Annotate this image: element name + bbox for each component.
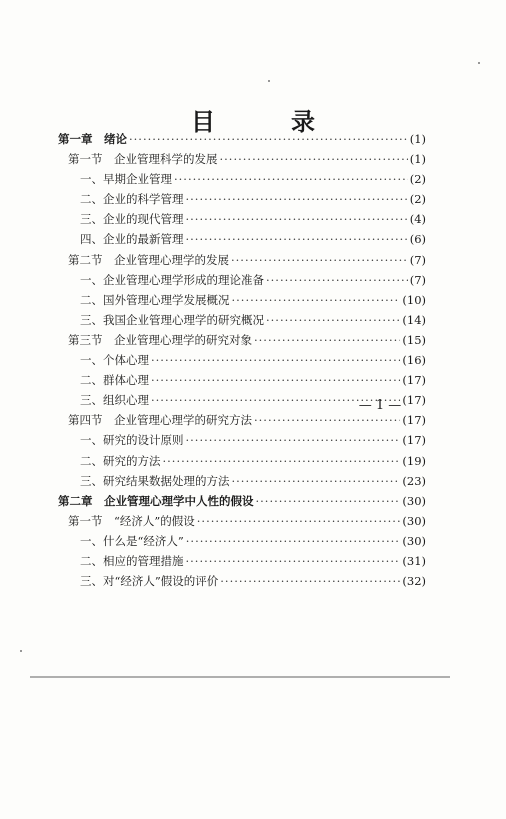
toc-entry — [58, 493, 426, 513]
toc-entry-title: 第三节 企业管理心理学的研究对象 — [68, 332, 252, 347]
toc-entry-title: 二、群体心理 — [80, 373, 149, 388]
toc-entry — [58, 553, 426, 573]
scan-speck — [268, 80, 270, 82]
toc-entry-page: (17) — [402, 413, 426, 428]
dot-leader — [186, 232, 408, 246]
toc-entry-page: (17) — [402, 433, 426, 448]
toc-entry — [58, 191, 426, 211]
toc-entry-page: (2) — [409, 172, 426, 187]
toc-entry-title: 二、国外管理心理学发展概况 — [80, 292, 230, 307]
dot-leader — [174, 172, 408, 186]
toc-entry-page: (30) — [402, 533, 426, 548]
dot-leader — [151, 353, 400, 367]
toc-entry — [58, 412, 426, 432]
toc-entry — [58, 332, 426, 352]
toc-entry-page: (32) — [402, 574, 426, 589]
dot-leader — [197, 514, 401, 528]
toc-entry-page: (30) — [402, 513, 426, 528]
toc-entry-page: (7) — [409, 272, 426, 287]
table-of-contents — [58, 131, 426, 593]
dot-leader — [266, 273, 408, 287]
scan-speck — [20, 650, 22, 652]
toc-entry-page: (16) — [402, 353, 426, 368]
toc-entry-page: (4) — [409, 212, 426, 227]
toc-entry-page: (1) — [409, 132, 426, 146]
toc-entry-page: (17) — [402, 393, 426, 408]
toc-entry-page: (1) — [409, 152, 426, 167]
dot-leader — [220, 152, 408, 166]
toc-entry-page: (14) — [402, 312, 426, 327]
dot-leader — [186, 212, 408, 226]
scan-speck — [478, 62, 480, 64]
toc-entry — [58, 432, 426, 452]
dot-leader — [186, 554, 401, 568]
toc-entry-title: 三、对“经济人”假设的评价 — [80, 574, 219, 589]
toc-entry-title: 一、研究的设计原则 — [80, 433, 184, 448]
page-title: 目 录 — [191, 107, 341, 137]
toc-entry-page: (23) — [402, 473, 426, 488]
toc-entry-title: 四、企业的最新管理 — [80, 232, 184, 247]
toc-entry-title: 二、企业的科学管理 — [80, 192, 184, 207]
toc-entry — [58, 573, 426, 593]
toc-entry-page: (6) — [409, 232, 426, 247]
toc-entry-title: 三、组织心理 — [80, 393, 149, 408]
toc-entry — [58, 151, 426, 171]
dot-leader — [231, 253, 408, 267]
dot-leader — [151, 373, 400, 387]
toc-entry — [58, 533, 426, 553]
dot-leader — [129, 132, 408, 146]
toc-entry-page: (31) — [402, 553, 426, 568]
toc-entry — [58, 352, 426, 372]
toc-entry-title: 二、相应的管理措施 — [80, 553, 184, 568]
toc-entry — [58, 231, 426, 251]
toc-entry-title: 第二章 企业管理心理学中人性的假设 — [58, 493, 254, 508]
toc-entry-page: (7) — [409, 252, 426, 267]
dot-leader — [220, 574, 400, 588]
scan-edge-line — [30, 676, 450, 678]
toc-entry — [58, 453, 426, 473]
toc-entry — [58, 473, 426, 493]
toc-entry-title: 一、什么是“经济人” — [80, 533, 184, 548]
toc-entry-title: 第一节 企业管理科学的发展 — [68, 152, 218, 167]
toc-entry-title: 三、企业的现代管理 — [80, 212, 184, 227]
toc-entry-title: 一、早期企业管理 — [80, 172, 172, 187]
toc-entry-page: (17) — [402, 373, 426, 388]
toc-entry-title: 第四节 企业管理心理学的研究方法 — [68, 413, 252, 428]
toc-entry-title: 三、研究结果数据处理的方法 — [80, 473, 230, 488]
toc-entry-page: (10) — [402, 292, 426, 307]
dot-leader — [186, 433, 401, 447]
toc-entry — [58, 372, 426, 392]
toc-entry-page: (19) — [402, 453, 426, 468]
toc-entry-title: 二、研究的方法 — [80, 453, 161, 468]
toc-entry-title: 一、个体心理 — [80, 353, 149, 368]
toc-entry — [58, 171, 426, 191]
toc-entry — [58, 513, 426, 533]
toc-entry-title: 第一节 “经济人”的假设 — [68, 513, 195, 528]
toc-entry — [58, 292, 426, 312]
toc-entry-page: (2) — [409, 192, 426, 207]
dot-leader — [186, 534, 401, 548]
toc-entry-page: (30) — [402, 493, 426, 508]
dot-leader — [186, 192, 408, 206]
toc-entry-page: (15) — [402, 332, 426, 347]
toc-entry-title: 一、企业管理心理学形成的理论准备 — [80, 272, 264, 287]
dot-leader — [256, 494, 401, 508]
toc-entry — [58, 312, 426, 332]
toc-entry — [58, 131, 426, 151]
dot-leader — [254, 413, 400, 427]
toc-entry — [58, 272, 426, 292]
dot-leader — [266, 313, 400, 327]
dot-leader — [232, 293, 401, 307]
dot-leader — [163, 454, 401, 468]
toc-entry — [58, 211, 426, 231]
dot-leader — [232, 474, 401, 488]
page-number: — 1 — — [358, 398, 402, 413]
toc-entry-title: 第二节 企业管理心理学的发展 — [68, 252, 229, 267]
toc-entry-title: 第一章 绪论 — [58, 132, 127, 146]
toc-entry — [58, 252, 426, 272]
toc-entry-title: 三、我国企业管理心理学的研究概况 — [80, 312, 264, 327]
dot-leader — [254, 333, 400, 347]
